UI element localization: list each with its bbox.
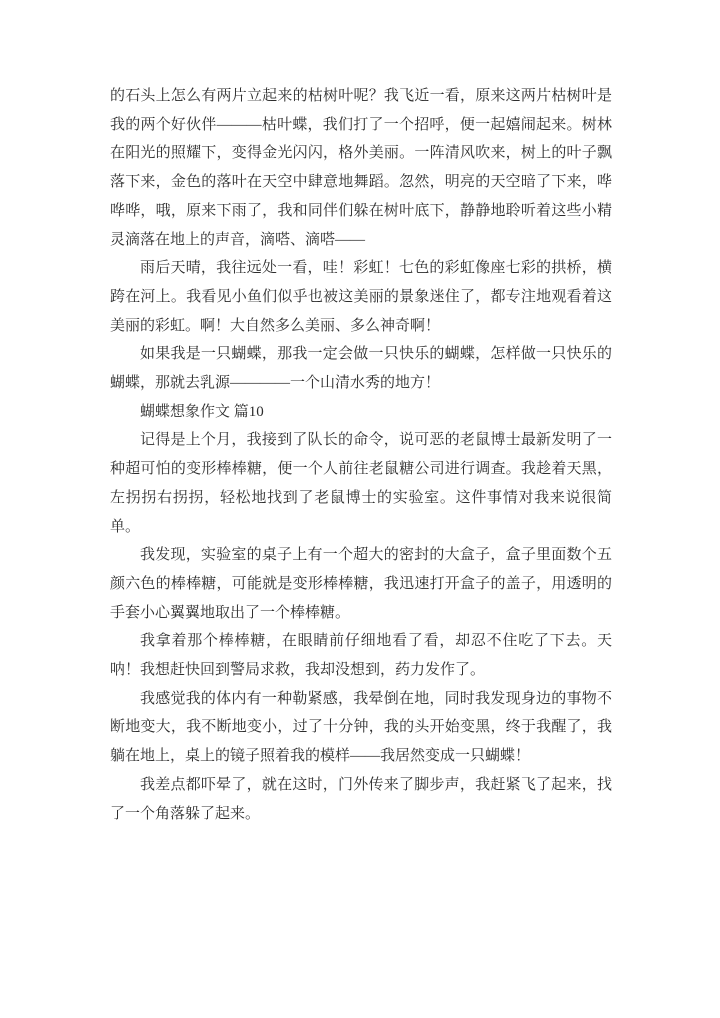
section-heading: 蝴蝶想象作文 篇10 [140, 403, 264, 420]
paragraph: 我拿着那个棒棒糖，在眼睛前仔细地看了看，却忍不住吃了下去。天呐！我想赶快回到警局求救，我却没想到，药力发作了。 [110, 633, 612, 679]
paragraph: 我差点都吓晕了，就在这时，门外传来了脚步声，我赶紧飞了起来，找了一个角落躲了起来。 [110, 776, 612, 822]
paragraph: 如果我是一只蝴蝶，那我一定会做一只快乐的蝴蝶，怎样做一只快乐的蝴蝶，那就去乳源————一个山清水秀的地方！ [110, 346, 612, 392]
paragraph: 我感觉我的体内有一种勒紧感，我晕倒在地，同时我发现身边的事物不断地变大，我不断地变小，过了十分钟，我的头开始变黑，终于我醒了，我躺在地上，桌上的镜子照着我的模样——我居然变成一只蝴蝶！ [110, 690, 612, 765]
paragraph-continuation: 的石头上怎么有两片立起来的枯树叶呢？我飞近一看，原来这两片枯树叶是我的两个好伙伴———枯叶蝶，我们打了一个招呼，便一起嬉闹起来。树林在阳光的照耀下，变得金光闪闪，格外美丽。一阵清风吹来，树上的叶子飘落下来，金色的落叶在天空中肆意地舞蹈。忽然，明亮的天空暗了下来，哗哗哗，哦，原来下雨了，我和同伴们躲在树叶底下，静静地聆听着这些小精灵滴落在地上的声音，滴嗒、滴嗒—— [110, 88, 612, 248]
paragraph: 雨后天晴，我往远处一看，哇！彩虹！七色的彩虹像座七彩的拱桥，横跨在河上。我看见小鱼们似乎也被这美丽的景象迷住了，都专注地观看着这美丽的彩虹。啊！大自然多么美丽、多么神奇啊！ [110, 260, 612, 334]
document-body [110, 82, 612, 828]
paragraph: 记得是上个月，我接到了队长的命令，说可恶的老鼠博士最新发明了一种超可怕的变形棒棒糖，便一个人前往老鼠糖公司进行调查。我趁着天黑，左拐拐右拐拐，轻松地找到了老鼠博士的实验室。这件事情对我来说很简单。 [110, 432, 612, 535]
paragraph: 我发现，实验室的桌子上有一个超大的密封的大盒子，盒子里面数个五颜六色的棒棒糖，可能就是变形棒棒糖，我迅速打开盒子的盖子，用透明的手套小心翼翼地取出了一个棒棒糖。 [110, 547, 612, 621]
